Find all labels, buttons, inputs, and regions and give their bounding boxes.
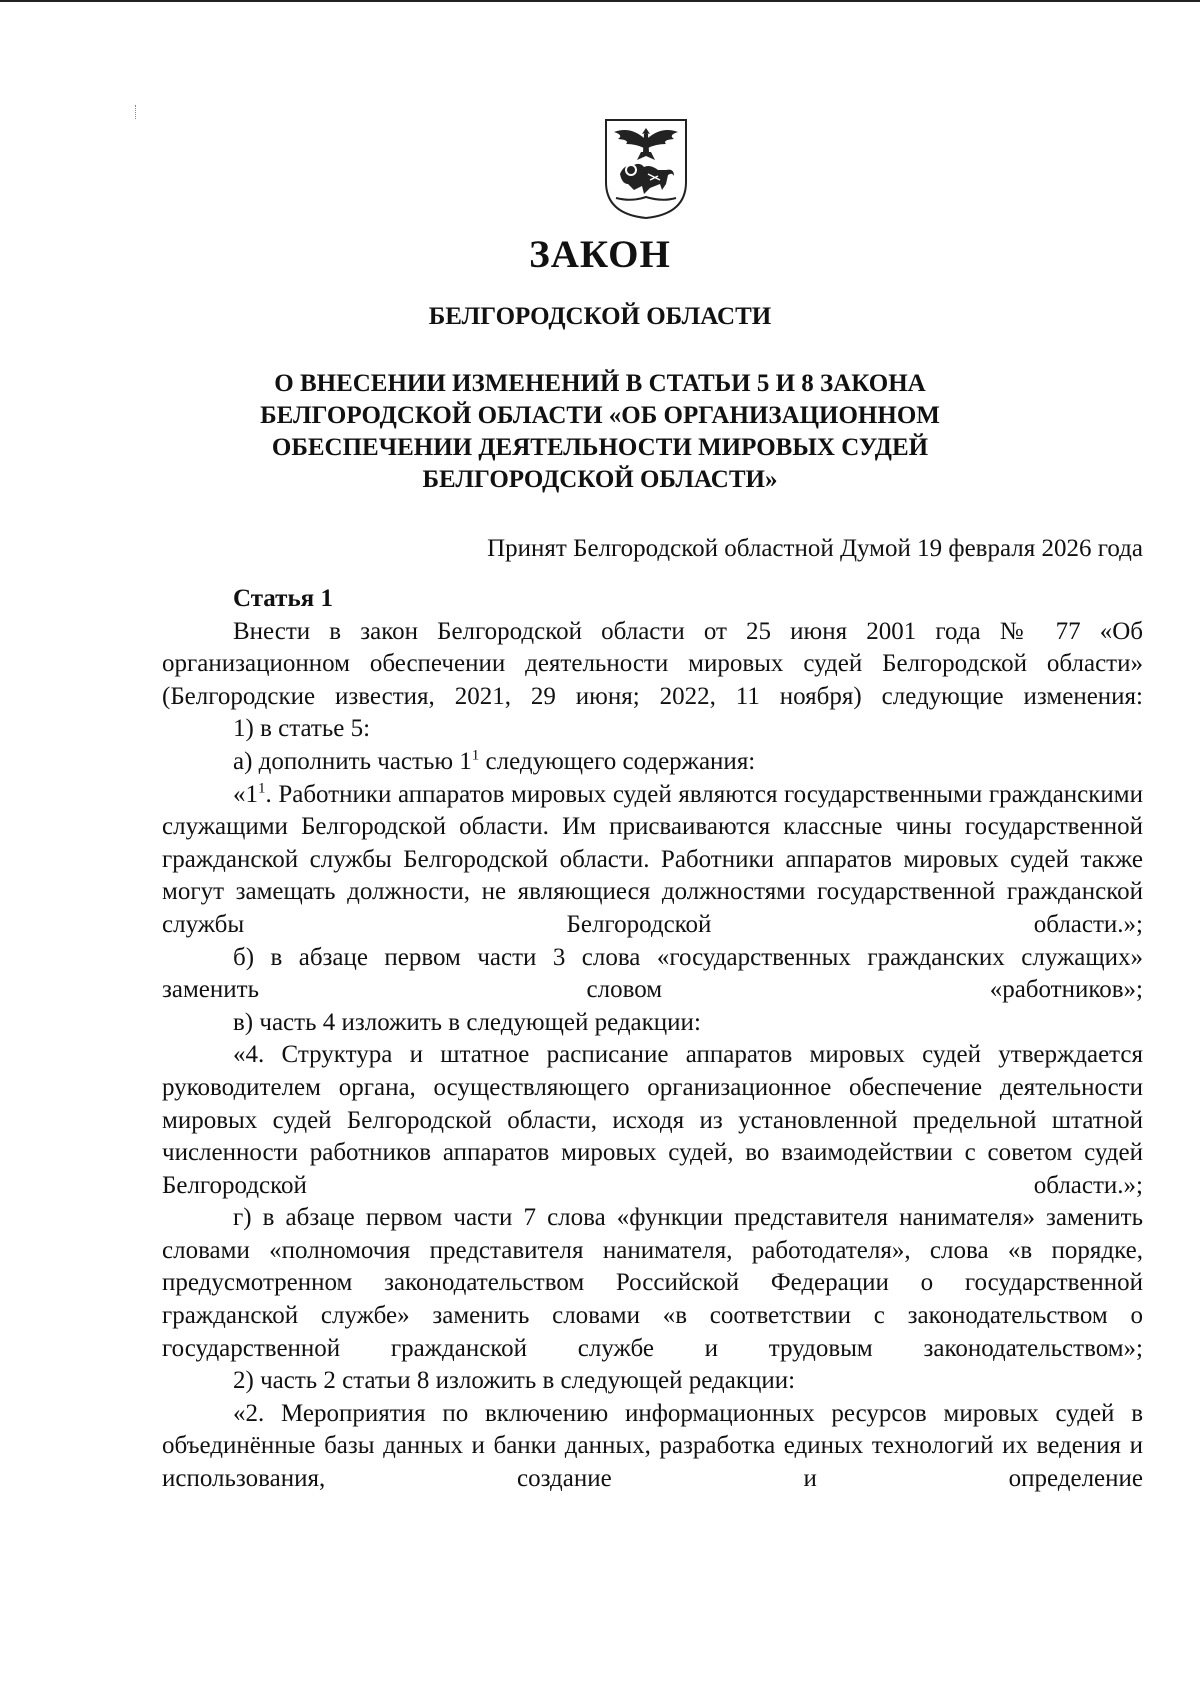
clause-item: г) в абзаце первом части 7 слова «функции представителя нанимателя» заменить словами «полномочия представителя нанимателя, работодателя», слова «в порядке, предусмотренном законодательством Российской Федерации о государственной гражданской службе» заменить словами «в соответствии с законодательством о государственной гражданской службе и трудовым законодательством»; — [162, 1204, 1143, 1362]
article-intro: Внести в закон Белгородской области от 25 июня 2001 года № 77 «Об организационном обеспечении деятельности мировых судей Белгородской области» (Белгородские известия, 2021, 29 июня; 2022, 11 ноября) следующие изменения: — [162, 617, 1143, 710]
superscript: 1 — [471, 747, 480, 764]
quoted-text-start: «1 — [233, 780, 258, 808]
quoted-text-body: . Работники аппаратов мировых судей являются государственными гражданскими служащими Белгородской области. Им присваиваются классные чины государственной гражданской службы Белгородской области. Работники аппаратов мировых судей также могут замещать должности, не являющиеся должностями государственной гражданской службы Белгородской области.»; — [162, 780, 1143, 938]
document-region: БЕЛГОРОДСКОЙ ОБЛАСТИ — [428, 303, 772, 330]
superscript: 1 — [258, 780, 266, 797]
document-subject — [0, 368, 1200, 496]
document-body — [162, 583, 1143, 1496]
quoted-text: «4. Структура и штатное расписание аппаратов мировых судей утверждается руководителем органа, осуществляющего организационное обеспечение деятельности мировых судей Белгородской области, исходя из установленной предельной штатной численности работников аппаратов мировых судей, во взаимодействии с советом судей Белгородской области.»; — [162, 1041, 1143, 1199]
quoted-text: «2. Мероприятия по включению информационных ресурсов мировых судей в объединённые базы данных и банки данных, разработка единых технологий их ведения и использования, создание и определение — [162, 1399, 1143, 1493]
scan-edge-line — [0, 0, 1200, 2]
clause-item: в) часть 4 изложить в следующей редакции: — [233, 1008, 701, 1036]
subject-line: О ВНЕСЕНИИ ИЗМЕНЕНИЙ В СТАТЬИ 5 И 8 ЗАКОНА — [274, 370, 926, 397]
scan-mark — [135, 105, 138, 119]
clause-item: б) в абзаце первом части 3 слова «государственных гражданских служащих» заменить словом «работников»; — [162, 943, 1143, 1004]
article-heading: Статья 1 — [233, 585, 333, 612]
subject-line: БЕЛГОРОДСКОЙ ОБЛАСТИ» — [422, 466, 778, 493]
document-title: ЗАКОН — [529, 233, 671, 276]
subject-line: ОБЕСПЕЧЕНИИ ДЕЯТЕЛЬНОСТИ МИРОВЫХ СУДЕЙ — [271, 434, 929, 461]
quoted-text — [162, 779, 1143, 942]
adoption-note: Принят Белгородской областной Думой 19 февраля 2026 года — [487, 535, 1143, 562]
belgorod-coat-of-arms-icon — [604, 118, 688, 220]
clause-text: следующего содержания: — [479, 747, 756, 775]
clause-item — [162, 746, 1143, 779]
clause-item: 1) в статье 5: — [233, 715, 371, 743]
subject-line: БЕЛГОРОДСКОЙ ОБЛАСТИ «ОБ ОРГАНИЗАЦИОННОМ — [260, 402, 940, 429]
clause-text: а) дополнить частью 1 — [233, 747, 472, 775]
clause-item: 2) часть 2 статьи 8 изложить в следующей редакции: — [233, 1367, 796, 1395]
